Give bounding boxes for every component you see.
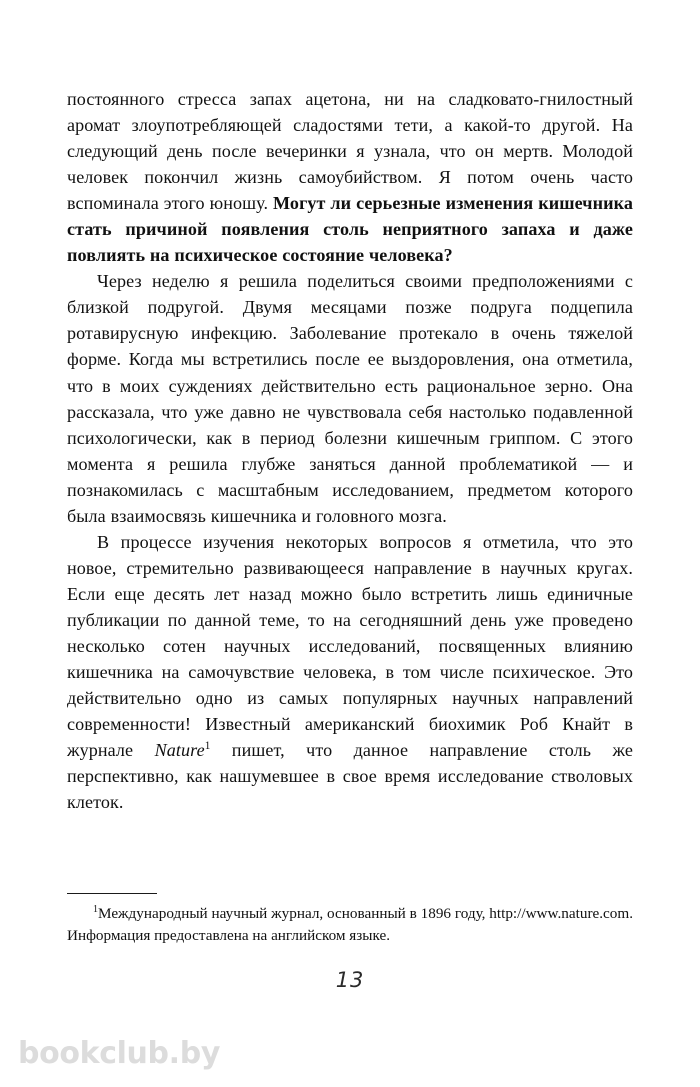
footnote-separator-rule <box>67 893 157 894</box>
highlighted-question: Могут ли серьезные изменения кишечника стать причиной появления столь неприятного запаха и даже повлиять на психическое состояние человека? <box>67 193 633 266</box>
footnote-body <box>67 903 633 946</box>
paragraph-2 <box>67 268 633 528</box>
paragraph-1-run-regular: постоянного стресса запах ацетона, ни на сладковато-гнилостный аромат злоупотребляющей сладостями тети, а какой-то другой. На следующий день после вечеринки я узнала, что он мертв. Молодой человек покончил жизнь самоубийством. Я потом очень часто вспоминала этого юношу. <box>67 89 633 214</box>
footnote-reference-marker[interactable]: 1 <box>204 740 211 753</box>
paragraph-3 <box>67 529 633 816</box>
paragraph-2-run-regular: Через неделю я решила поделиться своими предположениями с близкой подругой. Двумя месяцами позже подруга подцепила ротавирусную инфекцию. Заболевание протекало в очень тяжелой форме. Когда мы встретились после ее выздоровления, она отметила, что в моих суждениях действительно есть рациональное зерно. Она рассказала, что уже давно не чувствовала себя настолько подавленной психологически, как в период болезни кишечным гриппом. С этого момента я решила глубже заняться данной проблематикой — и познакомилась с масштабным исследованием, предметом которого была взаимосвязь кишечника и головного мозга. <box>67 271 633 526</box>
watermark-bookclub: bookclub.by <box>18 1036 221 1071</box>
footnote-text-content: Международный научный журнал, основанный в 1896 году, http://www.nature.com. Информация предоставлена на английском языке. <box>67 905 633 944</box>
page-text-block <box>67 86 633 815</box>
footnote-block <box>67 893 633 946</box>
paragraph-3-run-regular-a: В процессе изучения некоторых вопросов я отметила, что это новое, стремительно развивающееся направление в научных кругах. Если еще десять лет назад можно было встретить лишь единичные публикации по данной теме, то на сегодняшний день уже проведено несколько сотен научных исследований, посвященных влиянию кишечника на самочувствие человека, в том числе психическое. Это действительно одно из самых популярных научных направлений современности! Известный американский биохимик Роб Кнайт в журнале <box>67 531 633 761</box>
paragraph-1 <box>67 86 633 268</box>
paragraph-3-run-regular-b: пишет, что данное направление столь же перспективно, как нашумевшее в свое время исследование стволовых клеток. <box>67 740 633 813</box>
page-number: 13 <box>335 968 365 992</box>
footnote-number: 1 <box>93 903 99 915</box>
journal-title-nature: Nature <box>154 740 205 761</box>
